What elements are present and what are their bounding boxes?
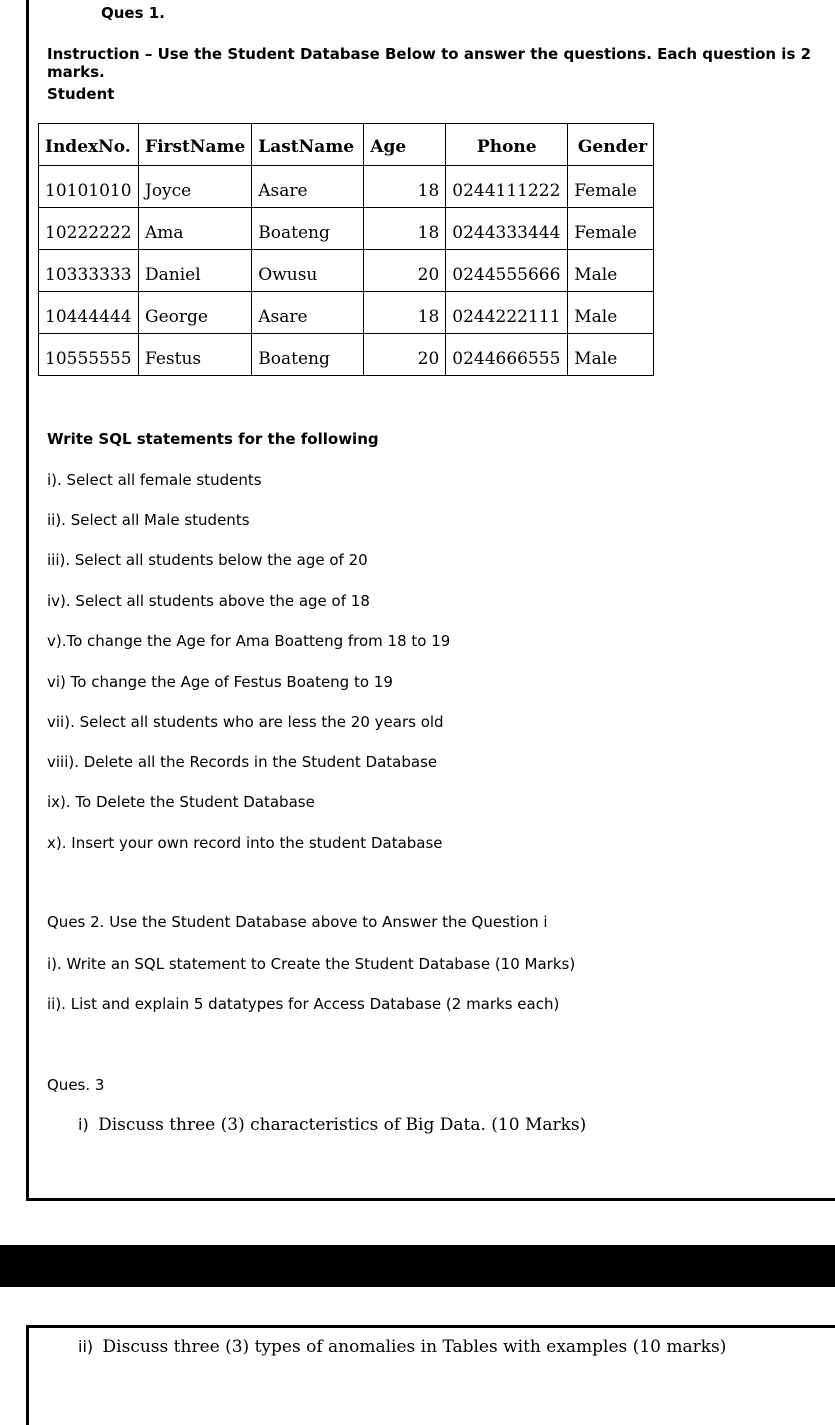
cell-phone: 0244333444 <box>446 208 568 250</box>
col-header-indexno: IndexNo. <box>39 124 139 166</box>
cell-age: 18 <box>364 166 446 208</box>
cell-age: 20 <box>364 334 446 376</box>
cell-indexno: 10333333 <box>39 250 139 292</box>
item-number: ii) <box>78 1337 94 1356</box>
table-header-row <box>39 124 654 166</box>
question-item: v).To change the Age for Ama Boatteng from 18 to 19 <box>47 632 451 650</box>
question-item: i). Write an SQL statement to Create the Student Database (10 Marks) <box>47 955 576 973</box>
table-row <box>39 208 654 250</box>
cell-firstname: George <box>139 292 252 334</box>
q1-title: Ques 1. <box>101 4 165 22</box>
cell-age: 20 <box>364 250 446 292</box>
item-text: Discuss three (3) types of anomalies in Tables with examples (10 marks) <box>102 1337 727 1357</box>
cell-indexno: 10222222 <box>39 208 139 250</box>
cell-phone: 0244555666 <box>446 250 568 292</box>
cell-lastname: Owusu <box>252 250 364 292</box>
cell-indexno: 10101010 <box>39 166 139 208</box>
student-table <box>38 123 654 376</box>
cell-age: 18 <box>364 292 446 334</box>
question-item: i). Select all female students <box>47 471 262 489</box>
cell-lastname: Asare <box>252 166 364 208</box>
col-header-phone: Phone <box>446 124 568 166</box>
sql-heading: Write SQL statements for the following <box>47 430 379 448</box>
question-item: vii). Select all students who are less the 20 years old <box>47 713 444 731</box>
question-item: vi) To change the Age of Festus Boateng to 19 <box>47 673 393 691</box>
cell-gender: Female <box>568 208 654 250</box>
cell-phone: 0244666555 <box>446 334 568 376</box>
col-header-age: Age <box>364 124 446 166</box>
table-caption: Student <box>47 85 115 103</box>
q3-title: Ques. 3 <box>47 1076 105 1094</box>
cell-gender: Male <box>568 292 654 334</box>
question-item: x). Insert your own record into the student Database <box>47 834 443 852</box>
cell-indexno: 10555555 <box>39 334 139 376</box>
cell-firstname: Ama <box>139 208 252 250</box>
table-row <box>39 334 654 376</box>
cell-firstname: Joyce <box>139 166 252 208</box>
question-item: ix). To Delete the Student Database <box>47 793 315 811</box>
cell-gender: Female <box>568 166 654 208</box>
cell-lastname: Boateng <box>252 334 364 376</box>
cell-lastname: Boateng <box>252 208 364 250</box>
q3-item-2 <box>78 1337 726 1357</box>
cell-age: 18 <box>364 208 446 250</box>
item-text: Discuss three (3) characteristics of Big Data. (10 Marks) <box>98 1115 587 1135</box>
cell-indexno: 10444444 <box>39 292 139 334</box>
cell-phone: 0244222111 <box>446 292 568 334</box>
table-row <box>39 292 654 334</box>
cell-phone: 0244111222 <box>446 166 568 208</box>
col-header-lastname: LastName <box>252 124 364 166</box>
page-separator-band <box>0 1245 835 1287</box>
table-row <box>39 166 654 208</box>
cell-firstname: Festus <box>139 334 252 376</box>
question-item: iii). Select all students below the age of 20 <box>47 551 368 569</box>
col-header-gender: Gender <box>568 124 654 166</box>
q1-instruction: Instruction – Use the Student Database Below to answer the questions. Each question is 2 marks. <box>47 45 812 81</box>
question-item: ii). Select all Male students <box>47 511 250 529</box>
cell-gender: Male <box>568 250 654 292</box>
q3-item-1 <box>78 1115 586 1135</box>
cell-firstname: Daniel <box>139 250 252 292</box>
q2-title: Ques 2. Use the Student Database above to Answer the Question i <box>47 913 548 931</box>
question-item: viii). Delete all the Records in the Student Database <box>47 753 438 771</box>
cell-gender: Male <box>568 334 654 376</box>
col-header-firstname: FirstName <box>139 124 252 166</box>
question-item: ii). List and explain 5 datatypes for Access Database (2 marks each) <box>47 995 560 1013</box>
cell-lastname: Asare <box>252 292 364 334</box>
table-row <box>39 250 654 292</box>
item-number: i) <box>78 1115 89 1134</box>
question-item: iv). Select all students above the age of 18 <box>47 592 370 610</box>
